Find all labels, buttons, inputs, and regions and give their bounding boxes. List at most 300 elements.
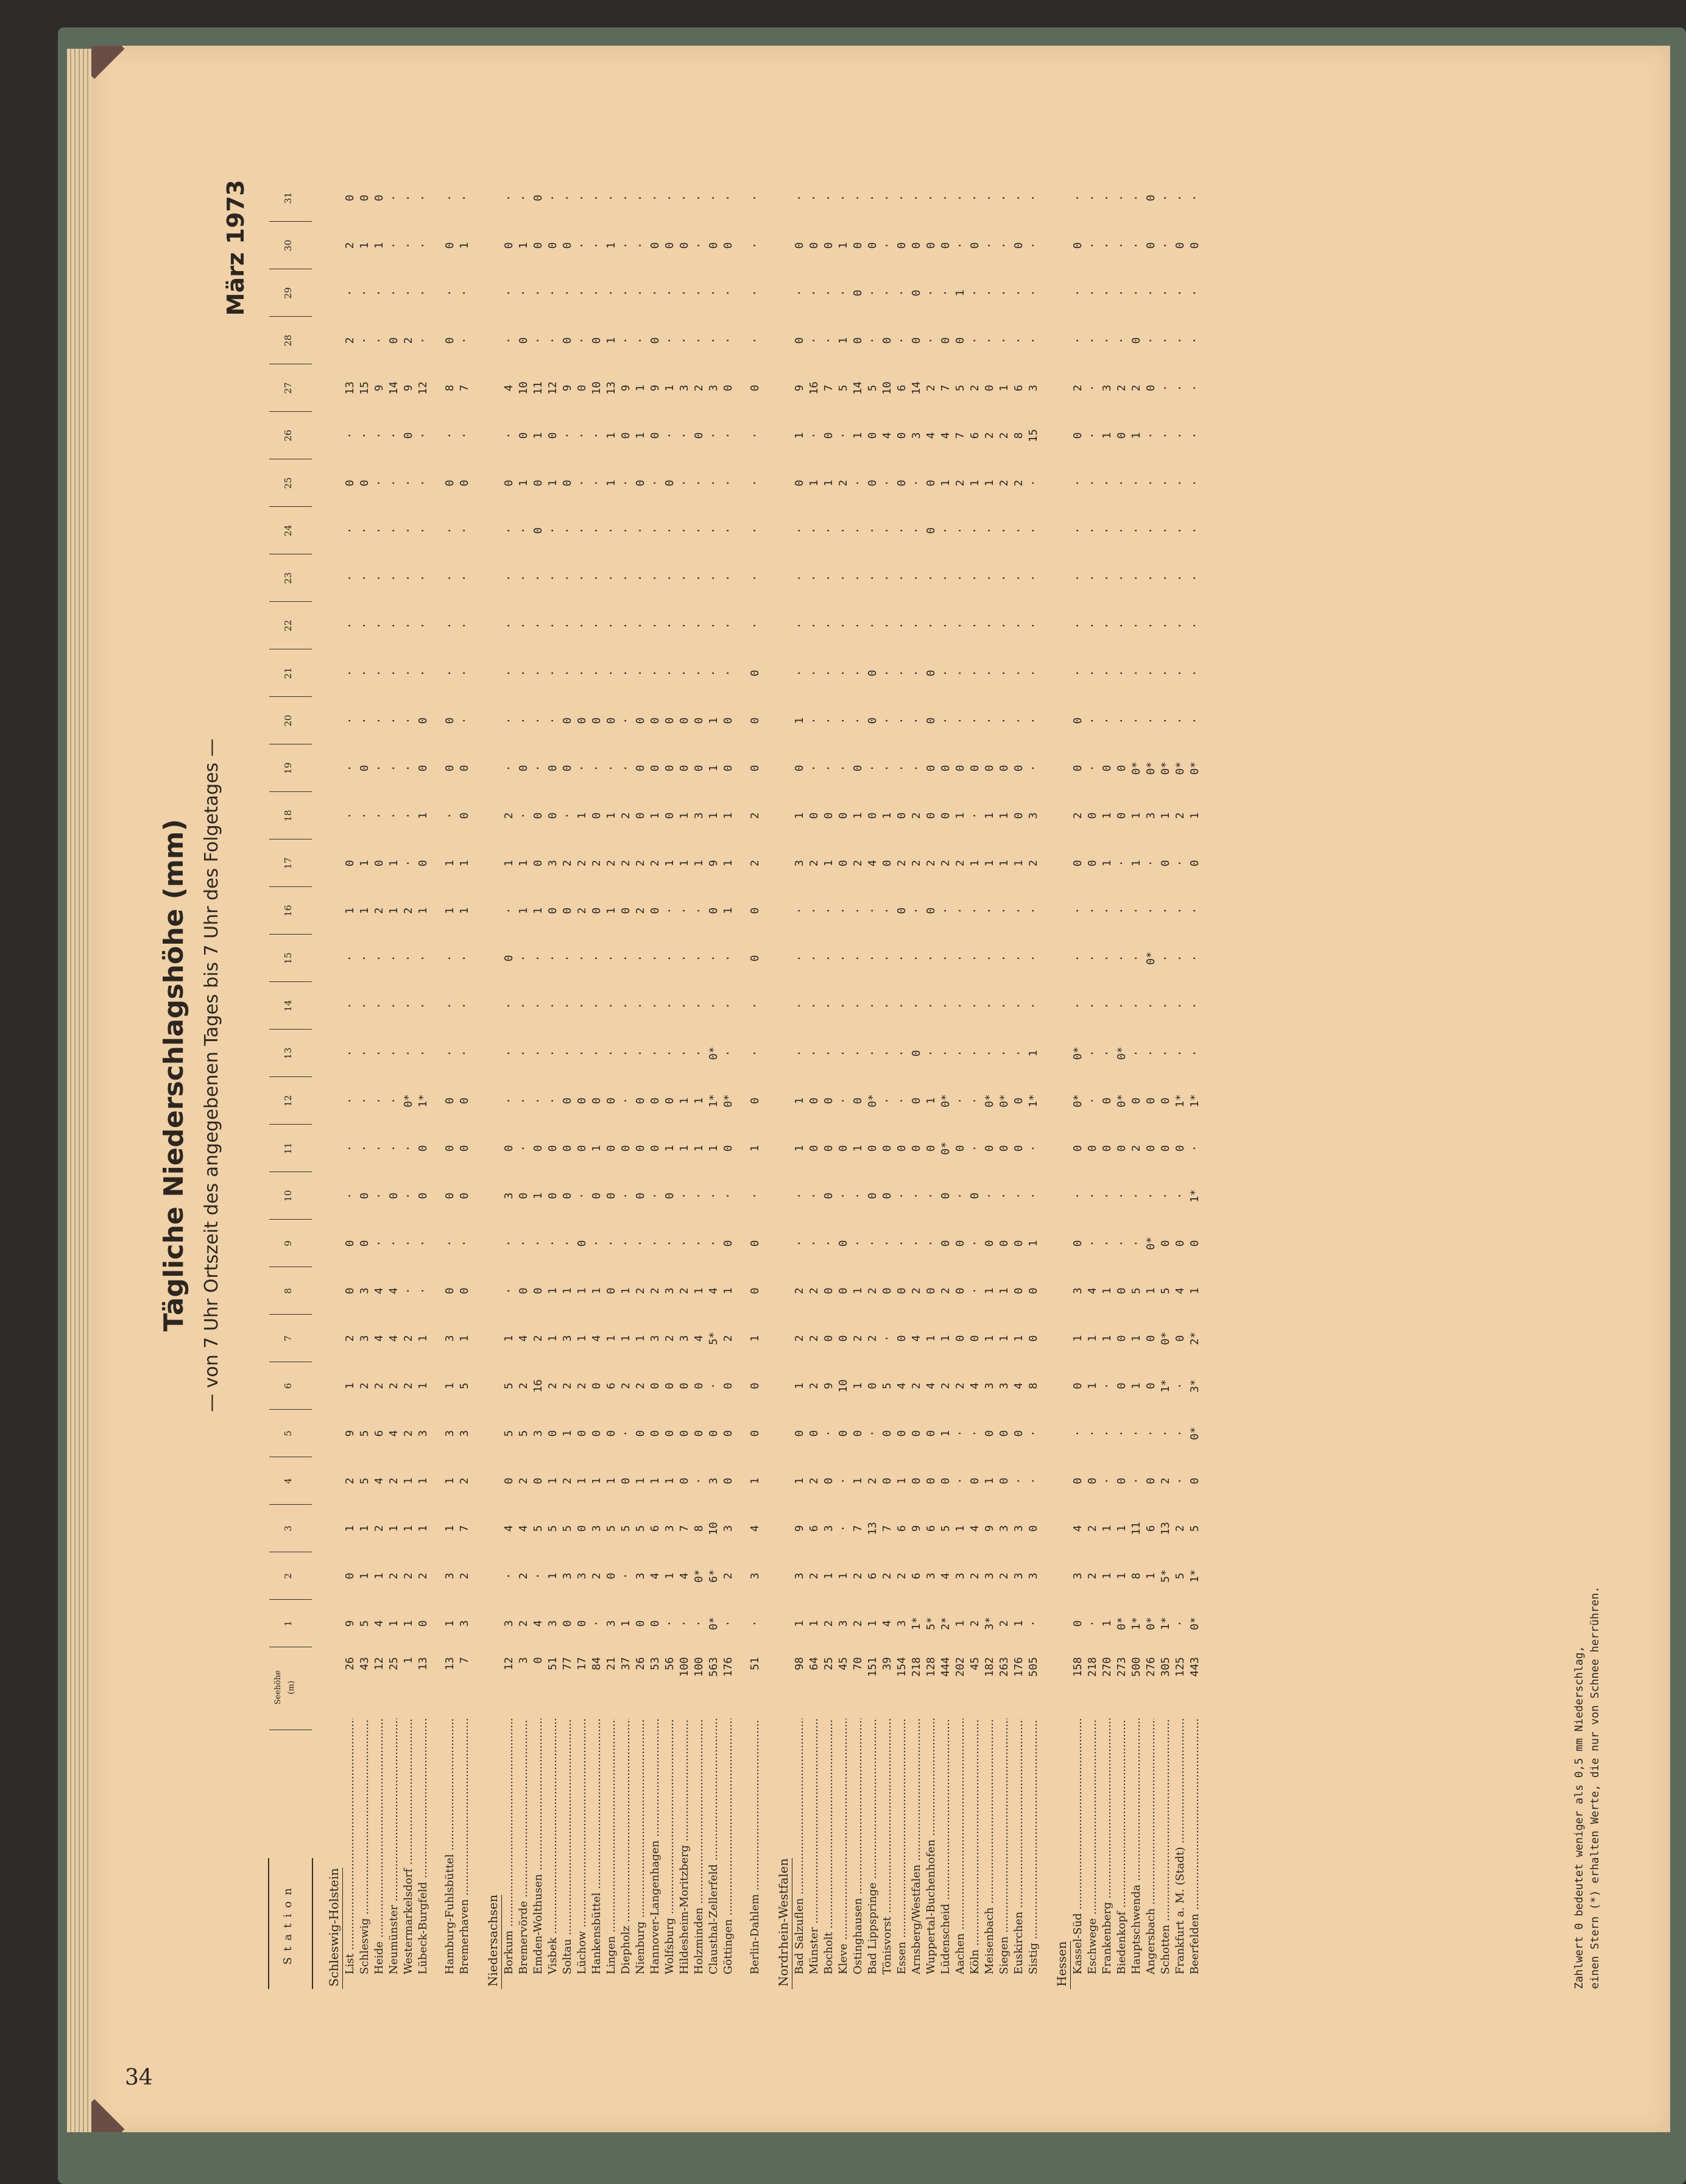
precip-value: · [590, 622, 603, 629]
precip-value: · [1159, 670, 1172, 677]
precip-value: 0 [532, 194, 545, 202]
precip-value: · [939, 574, 952, 582]
precip-value: · [881, 574, 894, 582]
precip-value: · [1188, 622, 1201, 629]
station-name: Hildesheim-Moritzberg ..... [677, 1719, 692, 1974]
precip-value: · [1174, 622, 1187, 629]
precip-value: · [1145, 622, 1157, 629]
precip-value: 2 [358, 1382, 371, 1390]
precip-value: 1 [417, 1335, 429, 1342]
precip-value: 9 [983, 1525, 996, 1532]
precip-value: 1 [443, 1525, 456, 1532]
precip-value: 0 [678, 717, 691, 724]
table-row [968, 194, 982, 1989]
precip-value: · [722, 194, 735, 202]
table-row [531, 194, 546, 1989]
precip-value: 2 [722, 1335, 735, 1342]
precip-value: 0 [1012, 242, 1025, 249]
precip-value: · [1086, 337, 1099, 344]
precip-value: · [443, 1240, 456, 1247]
precip-value: · [373, 1050, 386, 1057]
precip-value: · [443, 955, 456, 962]
precip-value: · [1145, 1192, 1157, 1200]
station-name: Meisenbach ..... [982, 1719, 997, 1974]
precip-value: 0 [546, 1430, 559, 1437]
table-row [997, 194, 1012, 1989]
precip-value: · [373, 717, 386, 724]
precip-value: · [1012, 337, 1025, 344]
precip-value: · [968, 622, 981, 629]
precip-value: · [402, 860, 415, 867]
precip-value: · [749, 194, 761, 202]
precip-value: 2 [793, 1335, 806, 1342]
precip-value: · [619, 1572, 632, 1580]
precip-value: 0 [895, 1145, 908, 1152]
precip-value: 0 [722, 1382, 735, 1390]
precip-value: · [503, 574, 515, 582]
precip-value: · [998, 337, 1011, 344]
precip-value: 0 [561, 1145, 574, 1152]
precip-value: 6 [910, 1572, 923, 1580]
precip-value: · [576, 337, 588, 344]
precip-value: 2 [561, 1477, 574, 1485]
precip-value: · [707, 289, 720, 297]
precip-value: · [837, 1002, 850, 1009]
precip-value: 1 [1101, 860, 1113, 867]
precip-value: · [722, 1192, 735, 1200]
precip-value: · [749, 1002, 761, 1009]
precip-value: 0 [895, 812, 908, 819]
precip-value: · [649, 289, 661, 297]
precip-value: · [866, 527, 879, 534]
precip-value: 1 [634, 432, 647, 439]
precip-value: 1 [443, 1382, 456, 1390]
precip-value: · [649, 194, 661, 202]
precip-value: 0 [1115, 432, 1128, 439]
precip-value: · [881, 765, 894, 772]
precip-value: · [983, 907, 996, 914]
precip-value: · [998, 955, 1011, 962]
precip-value: · [822, 289, 835, 297]
precip-value: · [458, 670, 471, 677]
precip-value: · [749, 242, 761, 249]
precip-value: 0 [793, 337, 806, 344]
precip-value: · [417, 1240, 429, 1247]
precip-value: 2 [968, 1572, 981, 1580]
precip-value: · [910, 1002, 923, 1009]
precip-value: · [1174, 289, 1187, 297]
precip-value: · [344, 670, 356, 677]
station-elevation: 176 [1012, 1657, 1025, 1677]
header-seehoehe [272, 1645, 298, 1730]
station-elevation: 1 [402, 1657, 415, 1664]
precip-value: 0 [590, 907, 603, 914]
precip-value: · [707, 194, 720, 202]
precip-value: · [458, 1050, 471, 1057]
precip-value: · [634, 1002, 647, 1009]
precip-value: · [1027, 1145, 1040, 1152]
precip-value: · [561, 527, 574, 534]
precip-value: 5 [458, 1382, 471, 1390]
precip-value: 0 [722, 384, 735, 392]
precip-value: · [1115, 717, 1128, 724]
precip-value: · [1086, 1192, 1099, 1200]
precip-value: 0 [344, 1287, 356, 1295]
precip-value: 10 [517, 381, 530, 395]
precip-value: 1 [1086, 1382, 1099, 1390]
precip-value: · [458, 432, 471, 439]
station-elevation: 218 [1086, 1657, 1099, 1677]
precip-value: 0 [998, 765, 1011, 772]
precip-value: · [793, 194, 806, 202]
precip-value: 1 [939, 1335, 952, 1342]
precip-value: 6 [968, 432, 981, 439]
precip-value: · [517, 289, 530, 297]
precip-value: · [517, 955, 530, 962]
precip-value: 5 [954, 384, 967, 392]
precip-value: 0 [443, 1097, 456, 1104]
precip-value: 2 [998, 432, 1011, 439]
precip-value: 0 [808, 1097, 820, 1104]
station-name: Biedenkopf ..... [1115, 1719, 1129, 1974]
precip-value: · [1027, 1192, 1040, 1200]
precip-value: · [373, 1145, 386, 1152]
precip-value: 2 [503, 812, 515, 819]
precip-value: 3 [634, 1572, 647, 1580]
precip-value: 1 [373, 1572, 386, 1580]
precip-value: · [1130, 717, 1143, 724]
precip-value: · [373, 1097, 386, 1104]
precip-value: · [707, 1002, 720, 1009]
precip-value: · [722, 432, 735, 439]
precip-value: 0 [808, 242, 820, 249]
precip-value: 6 [605, 1382, 618, 1390]
precip-value: 0 [649, 1097, 661, 1104]
table-row [1071, 194, 1085, 1989]
precip-value: · [443, 1050, 456, 1057]
precip-value: · [881, 1050, 894, 1057]
precip-value: 2 [387, 1572, 400, 1580]
precip-value: · [998, 1002, 1011, 1009]
precip-value: 1 [1145, 1287, 1157, 1295]
precip-value: 3* [1188, 1379, 1201, 1393]
precip-value: · [693, 479, 705, 487]
precip-value: 7 [822, 384, 835, 392]
precip-value: · [895, 574, 908, 582]
precip-value: 0 [678, 1430, 691, 1437]
precip-value: · [866, 622, 879, 629]
precip-value: 0 [983, 1240, 996, 1247]
precip-value: 0 [968, 242, 981, 249]
precip-value: · [1027, 955, 1040, 962]
station-name: Bad Salzuflen ..... [792, 1719, 807, 1974]
precip-value: 0* [1145, 1237, 1157, 1250]
precip-value: · [1130, 1192, 1143, 1200]
precip-value: 0 [561, 479, 574, 487]
precip-value: · [1115, 907, 1128, 914]
precip-value: · [590, 194, 603, 202]
precip-value: 1 [417, 1525, 429, 1532]
precip-value: 3 [998, 1382, 1011, 1390]
precip-value: · [1071, 1192, 1084, 1200]
precip-value: · [619, 1192, 632, 1200]
precip-value: 2 [619, 860, 632, 867]
precip-value: 0 [663, 242, 676, 249]
station-name: Aachen ..... [953, 1719, 968, 1974]
precip-value: · [954, 717, 967, 724]
precip-value: · [837, 289, 850, 297]
precip-value: 0 [634, 1097, 647, 1104]
precip-value: 0 [576, 1620, 588, 1627]
precip-value: · [910, 527, 923, 534]
precip-value: 1 [358, 1572, 371, 1580]
precip-value: 0 [1115, 1145, 1128, 1152]
station-elevation: 154 [895, 1657, 908, 1677]
precip-value: 1 [1101, 1572, 1113, 1580]
precip-value: · [925, 194, 937, 202]
precip-value: 3 [1012, 1572, 1025, 1580]
precip-value: · [576, 242, 588, 249]
precip-value: · [402, 527, 415, 534]
precip-value: 1 [998, 384, 1011, 392]
precip-value: · [866, 1002, 879, 1009]
precip-value: 1 [663, 1477, 676, 1485]
precip-value: 0 [634, 812, 647, 819]
station-group [443, 194, 472, 1989]
precip-value: · [590, 527, 603, 534]
precip-value: · [939, 717, 952, 724]
precip-value: 2 [939, 1382, 952, 1390]
precip-value: · [1101, 717, 1113, 724]
precip-value: 0 [983, 1430, 996, 1437]
precip-value: 0 [517, 432, 530, 439]
precip-value: · [693, 242, 705, 249]
precip-value: · [968, 1287, 981, 1295]
precip-value: 1 [1188, 812, 1201, 819]
precip-value: 0 [344, 860, 356, 867]
precip-value: · [402, 717, 415, 724]
table-row [1159, 194, 1173, 1989]
precip-value: 1 [749, 1145, 761, 1152]
precip-value: 1 [576, 812, 588, 819]
precip-value: 0 [837, 1145, 850, 1152]
precip-value: 4 [387, 1430, 400, 1437]
precip-value: 4 [373, 1477, 386, 1485]
station-name: Hannover-Langenhagen ..... [648, 1719, 663, 1974]
header-day: 5 [283, 1430, 294, 1437]
header-day: 28 [283, 334, 294, 347]
precip-value: 2 [517, 1620, 530, 1627]
precip-value: 2 [808, 1477, 820, 1485]
precip-value: 2 [852, 860, 864, 867]
precip-value: 9 [793, 384, 806, 392]
precip-value: 10 [707, 1522, 720, 1535]
precip-value: 1 [998, 1335, 1011, 1342]
precip-value: · [1174, 337, 1187, 344]
precip-value: · [1130, 670, 1143, 677]
precip-value: · [693, 194, 705, 202]
station-name: Arnsberg/Westfalen ..... [909, 1719, 924, 1974]
precip-value: · [1188, 670, 1201, 677]
precip-value: · [387, 1002, 400, 1009]
precip-value: 0 [852, 1097, 864, 1104]
precip-value: · [561, 622, 574, 629]
precip-value: 0 [546, 432, 559, 439]
precip-value: 1 [678, 1097, 691, 1104]
precip-value: 3 [954, 1572, 967, 1580]
station-elevation: 276 [1145, 1657, 1157, 1677]
precip-value: · [693, 1240, 705, 1247]
precip-value: · [358, 574, 371, 582]
precip-value: · [1115, 622, 1128, 629]
precip-value: · [358, 1050, 371, 1057]
precip-value: 4 [387, 1287, 400, 1295]
precip-value: 6* [707, 1569, 720, 1583]
precip-value: · [503, 1097, 515, 1104]
precip-value: · [590, 765, 603, 772]
precip-value: 3 [793, 1572, 806, 1580]
precip-value: 10 [881, 381, 894, 395]
precip-value: · [458, 1002, 471, 1009]
station-elevation: 37 [619, 1657, 632, 1670]
precip-value: 3 [1027, 812, 1040, 819]
header-day: 26 [283, 429, 294, 442]
precip-value: 5* [925, 1617, 937, 1630]
precip-value: · [344, 955, 356, 962]
precip-value: · [925, 1240, 937, 1247]
precip-value: 1 [503, 1335, 515, 1342]
precip-value: 0 [458, 1145, 471, 1152]
month-label: März 1973 [222, 180, 249, 316]
precip-value: · [808, 1050, 820, 1057]
precip-value: 0 [822, 812, 835, 819]
precip-value: · [590, 1002, 603, 1009]
precip-value: · [373, 812, 386, 819]
precip-value: · [1130, 1477, 1143, 1485]
table-row [457, 194, 472, 1989]
precip-value: · [417, 1287, 429, 1295]
precip-value: · [663, 432, 676, 439]
precip-value: · [1101, 1240, 1113, 1247]
precip-value: · [1101, 574, 1113, 582]
precip-value: · [546, 527, 559, 534]
table-row [372, 194, 387, 1989]
precip-value: 0 [939, 242, 952, 249]
precip-value: · [1174, 1477, 1187, 1485]
precip-value: · [1130, 574, 1143, 582]
precip-value: 1 [344, 1525, 356, 1532]
precip-value: 0 [1188, 1240, 1201, 1247]
station-elevation: 70 [852, 1657, 864, 1670]
precip-value: 0 [605, 1430, 618, 1437]
precip-value: 4 [881, 1620, 894, 1627]
precip-value: 0 [443, 1145, 456, 1152]
precip-value: · [344, 432, 356, 439]
precip-value: 0 [634, 717, 647, 724]
precip-value: · [605, 622, 618, 629]
precip-value: 0 [546, 765, 559, 772]
precip-value: · [895, 1050, 908, 1057]
precip-value: 1 [387, 1525, 400, 1532]
precip-value: · [968, 574, 981, 582]
precip-value: · [417, 527, 429, 534]
table-row [748, 194, 763, 1989]
precip-value: 0 [1174, 1335, 1187, 1342]
precip-value: · [693, 289, 705, 297]
precip-value: 2 [402, 1430, 415, 1437]
precip-value: · [1130, 1430, 1143, 1437]
precip-value: 0 [546, 907, 559, 914]
precip-value: 0 [649, 1145, 661, 1152]
precip-value: 0 [532, 479, 545, 487]
station-elevation: 270 [1101, 1657, 1113, 1677]
precip-value: 1 [532, 1192, 545, 1200]
precip-value: · [387, 527, 400, 534]
precip-value: · [1159, 955, 1172, 962]
station-elevation: 158 [1071, 1657, 1084, 1677]
precip-value: · [605, 765, 618, 772]
precip-value: · [722, 574, 735, 582]
precip-value: 0 [1012, 1097, 1025, 1104]
precip-value: · [939, 1002, 952, 1009]
precip-value: 0 [895, 242, 908, 249]
precip-value: · [852, 1002, 864, 1009]
precip-value: · [458, 955, 471, 962]
precip-value: · [443, 194, 456, 202]
precip-value: · [983, 242, 996, 249]
precip-value: 13 [866, 1522, 879, 1535]
precip-value: 2 [1027, 860, 1040, 867]
precip-value: 0 [663, 812, 676, 819]
precip-value: · [1086, 384, 1099, 392]
precip-value: · [402, 955, 415, 962]
precip-value: 3 [417, 1430, 429, 1437]
precip-value: 0 [634, 765, 647, 772]
station-elevation: 26 [634, 1657, 647, 1670]
header-day: 6 [283, 1383, 294, 1389]
precip-value: · [634, 337, 647, 344]
header-divider [269, 411, 312, 412]
precip-value: 1 [458, 242, 471, 249]
precip-value: · [808, 622, 820, 629]
precip-value: 1 [793, 1097, 806, 1104]
precip-value: 4 [503, 384, 515, 392]
precip-value: 0 [1071, 1477, 1084, 1485]
precip-value: 0 [532, 242, 545, 249]
precip-value: 0 [954, 1287, 967, 1295]
precip-value: 0 [443, 479, 456, 487]
precip-value: · [561, 1240, 574, 1247]
precip-value: 0 [649, 432, 661, 439]
precip-value: 0 [881, 1430, 894, 1437]
precip-value: · [590, 1050, 603, 1057]
precip-value: 0 [925, 717, 937, 724]
precip-value: 0 [837, 1335, 850, 1342]
precip-value: · [1012, 717, 1025, 724]
precip-value: 6 [649, 1525, 661, 1532]
station-name: Visbek ..... [546, 1719, 560, 1974]
precip-value: 2 [373, 1382, 386, 1390]
precip-value: · [808, 717, 820, 724]
precip-value: · [402, 765, 415, 772]
precip-value: · [663, 1002, 676, 1009]
precip-value: 0* [939, 1142, 952, 1155]
precip-value: 2 [968, 384, 981, 392]
precip-value: 2 [1071, 812, 1084, 819]
precip-value: · [852, 1050, 864, 1057]
table-row [619, 194, 633, 1989]
precip-value: · [1086, 432, 1099, 439]
